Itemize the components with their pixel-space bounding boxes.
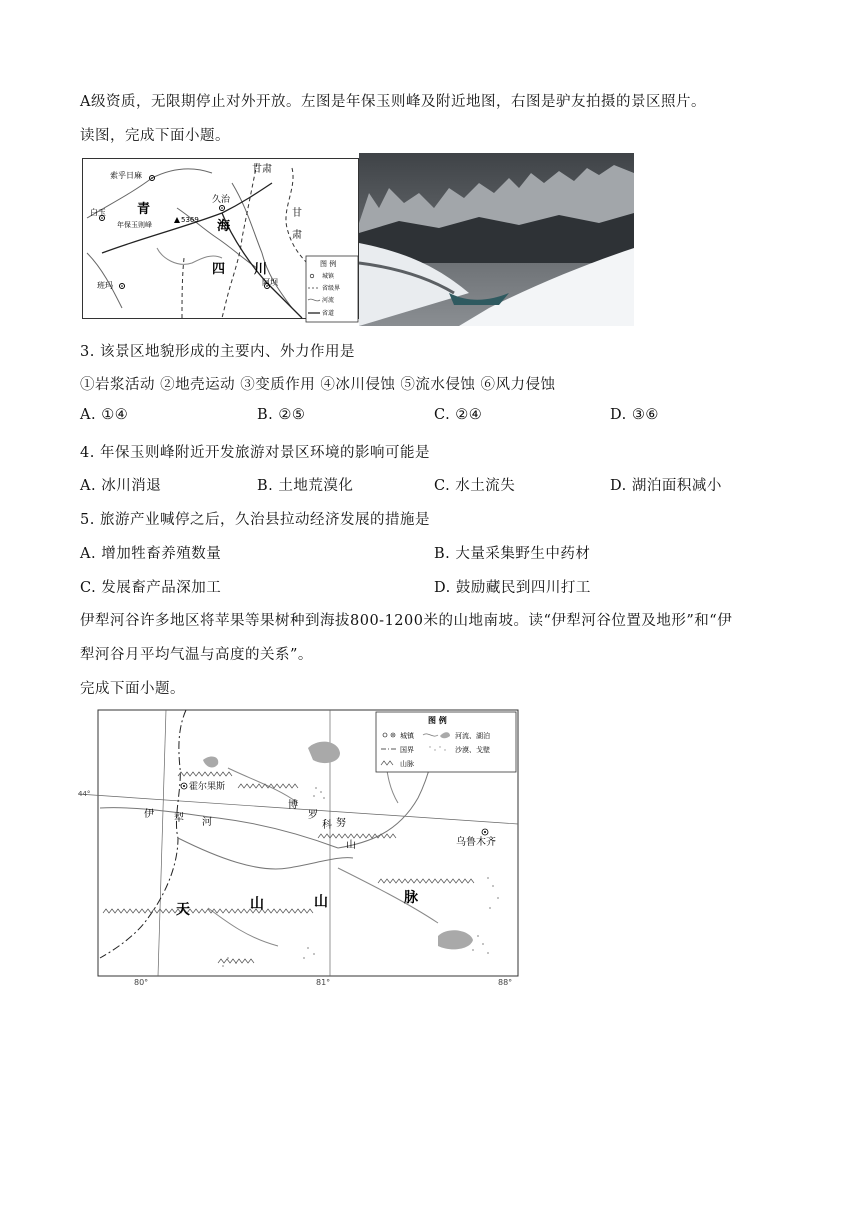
q3-option-a[interactable]: A. ①④ xyxy=(80,407,129,423)
label-luo: 罗 xyxy=(308,810,318,821)
legend1-border: 省级界 xyxy=(322,285,341,292)
legend1-title: 图 例 xyxy=(320,260,337,268)
q3-option-c[interactable]: C. ②④ xyxy=(434,407,483,423)
label-shan2: 山 xyxy=(314,894,328,910)
legend2-border: 国界 xyxy=(400,746,414,754)
label-banma: 班玛 xyxy=(97,281,113,290)
label-shan1: 山 xyxy=(250,896,264,912)
label-li: 犁 xyxy=(174,813,184,824)
label-yi: 伊 xyxy=(144,809,154,820)
q3-choices: ①岩浆活动 ②地壳运动 ③变质作用 ④冰川侵蚀 ⑤流水侵蚀 ⑥风力侵蚀 xyxy=(80,377,556,393)
passage2-line-1: 伊犁河谷许多地区将苹果等果树种到海拔800-1200米的山地南坡。读“伊犁河谷位置及地形”和“伊 xyxy=(80,613,733,629)
passage2-line-3: 完成下面小题。 xyxy=(80,681,185,697)
label-jiuzhi: 久治 xyxy=(212,195,231,205)
label-peak: 年保玉则峰 xyxy=(117,221,152,229)
q3-stem: 3. 该景区地貌形成的主要内、外力作用是 xyxy=(80,344,355,360)
passage2-line-2: 犁河谷月平均气温与高度的关系”。 xyxy=(80,647,313,663)
mountain-photo xyxy=(359,153,634,330)
label-tian: 天 xyxy=(176,902,190,918)
label-qing: 青 xyxy=(137,202,151,217)
nianbao-map xyxy=(82,158,360,332)
label-hai: 海 xyxy=(217,219,231,234)
label-si: 四 xyxy=(212,262,226,277)
label-mai: 脉 xyxy=(404,890,418,906)
legend1-road: 省道 xyxy=(322,310,335,317)
intro-line-1: A级资质，无限期停止对外开放。左图是年保玉则峰及附近地图，右图是驴友拍摄的景区照片。 xyxy=(80,94,706,110)
label-gansu2: 甘 xyxy=(292,208,302,219)
lon-88: 88° xyxy=(498,978,513,987)
intro-line-2: 读图，完成下面小题。 xyxy=(80,128,230,144)
label-ke: 科 xyxy=(322,820,332,831)
label-peak-elev: 5369 xyxy=(181,216,199,224)
ili-valley-map xyxy=(78,708,523,994)
label-gansu1: 甘肃 xyxy=(252,164,272,175)
legend1-town: 城镇 xyxy=(322,273,335,280)
q5-stem: 5. 旅游产业喊停之后，久治县拉动经济发展的措施是 xyxy=(80,512,430,528)
label-gansu3: 肃 xyxy=(292,230,302,241)
lat-44: 44° xyxy=(78,790,91,798)
legend2-mountain: 山脉 xyxy=(400,760,414,768)
label-urumqi: 乌鲁木齐 xyxy=(456,837,496,848)
label-aba: 阿坝 xyxy=(262,278,278,287)
q4-option-b[interactable]: B. 土地荒漠化 xyxy=(257,478,354,494)
label-huoerguosi: 霍尔果斯 xyxy=(189,782,226,792)
legend2-town: 城镇 xyxy=(400,732,414,740)
lon-80: 80° xyxy=(134,978,149,987)
q4-option-a[interactable]: A. 冰川消退 xyxy=(80,478,162,494)
lon-81: 81° xyxy=(316,978,331,987)
label-suohu: 索乎日麻 xyxy=(110,171,142,180)
q3-option-d[interactable]: D. ③⑥ xyxy=(610,407,659,423)
q4-option-c[interactable]: C. 水土流失 xyxy=(434,478,516,494)
q4-option-d[interactable]: D. 湖泊面积减小 xyxy=(610,478,722,494)
legend2-river-lake: 河流、湖泊 xyxy=(455,732,490,740)
q5-option-b[interactable]: B. 大量采集野生中药材 xyxy=(434,546,591,562)
label-bo: 博 xyxy=(288,800,298,811)
q5-option-c[interactable]: C. 发展畜产品深加工 xyxy=(80,580,222,596)
legend1-river: 河流 xyxy=(322,297,335,304)
q3-option-b[interactable]: B. ②⑤ xyxy=(257,407,306,423)
label-he: 河 xyxy=(202,817,212,828)
legend2-desert: 沙漠、戈壁 xyxy=(455,746,490,754)
q5-option-d[interactable]: D. 鼓励藏民到四川打工 xyxy=(434,580,591,596)
label-shan-bo: 山 xyxy=(346,840,356,851)
legend2-title: 图 例 xyxy=(428,716,447,725)
q5-option-a[interactable]: A. 增加牲畜养殖数量 xyxy=(80,546,222,562)
label-chuan: 川 xyxy=(254,262,268,277)
q4-stem: 4. 年保玉则峰附近开发旅游对景区环境的影响可能是 xyxy=(80,445,430,461)
label-baiyu: 白玉 xyxy=(90,208,106,217)
label-nu: 努 xyxy=(336,818,346,829)
